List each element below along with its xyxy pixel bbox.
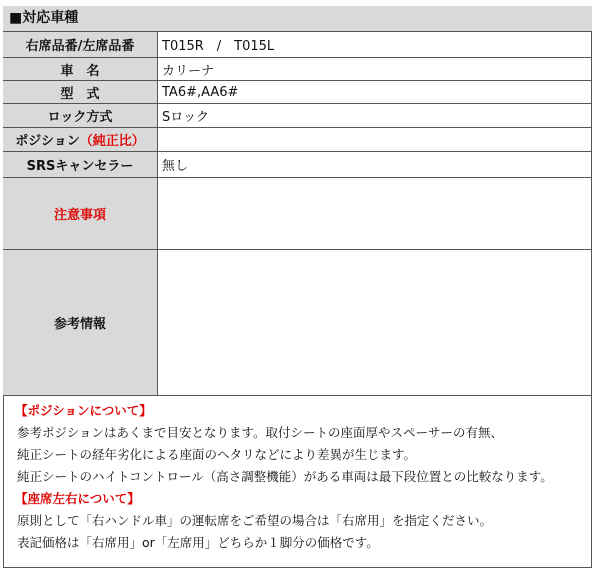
car-name-label: 車 名 xyxy=(3,58,158,80)
reference-value xyxy=(158,250,592,395)
position-label-note: （純正比） xyxy=(79,134,145,149)
position-value xyxy=(158,128,592,151)
side-notes-heading: 【座席左右について】 xyxy=(15,491,140,506)
reference-label: 参考情報 xyxy=(3,250,158,395)
table-header: ■対応車種 xyxy=(3,6,592,32)
row-caution xyxy=(3,178,592,250)
position-notes-heading: 【ポジションについて】 xyxy=(15,403,152,418)
part-number-label: 右席品番/左席品番 xyxy=(3,32,158,57)
row-srs xyxy=(3,152,592,178)
side-note-line: 原則として「右ハンドル車」の運転席をご希望の場合は「右席用」を指定ください。 xyxy=(17,513,493,528)
row-position xyxy=(3,128,592,152)
side-note-line: 表記価格は「右席用」or「左席用」どちらか１脚分の価格です。 xyxy=(17,535,379,550)
row-part-number xyxy=(3,32,592,58)
row-reference xyxy=(3,250,592,396)
model-label: 型 式 xyxy=(3,81,158,103)
lock-type-label: ロック方式 xyxy=(3,104,158,127)
position-label xyxy=(3,128,158,151)
lock-type-value: Sロック xyxy=(162,110,209,125)
position-note-line: 純正シートのハイトコントロール（高さ調整機能）がある車両は最下段位置との比較なります。 xyxy=(17,469,553,484)
caution-label: 注意事項 xyxy=(3,178,158,249)
srs-value: 無し xyxy=(162,159,189,174)
position-note-line: 参考ポジションはあくまで目安となります。取付シートの座面厚やスペーサーの有無、 xyxy=(17,425,503,440)
srs-label: SRSキャンセラー xyxy=(3,152,158,177)
caution-value xyxy=(158,178,592,249)
row-model xyxy=(3,81,592,104)
part-number-value: T015R / T015L xyxy=(162,39,275,54)
row-car-name xyxy=(3,58,592,81)
position-label-text: ポジション xyxy=(15,134,80,149)
row-lock-type xyxy=(3,104,592,128)
notes-section xyxy=(3,396,592,554)
position-note-line: 純正シートの経年劣化による座面のヘタリなどにより差異が生じます。 xyxy=(17,447,417,462)
car-name-value: カリーナ xyxy=(162,63,215,79)
model-value: TA6#,AA6# xyxy=(162,84,239,100)
